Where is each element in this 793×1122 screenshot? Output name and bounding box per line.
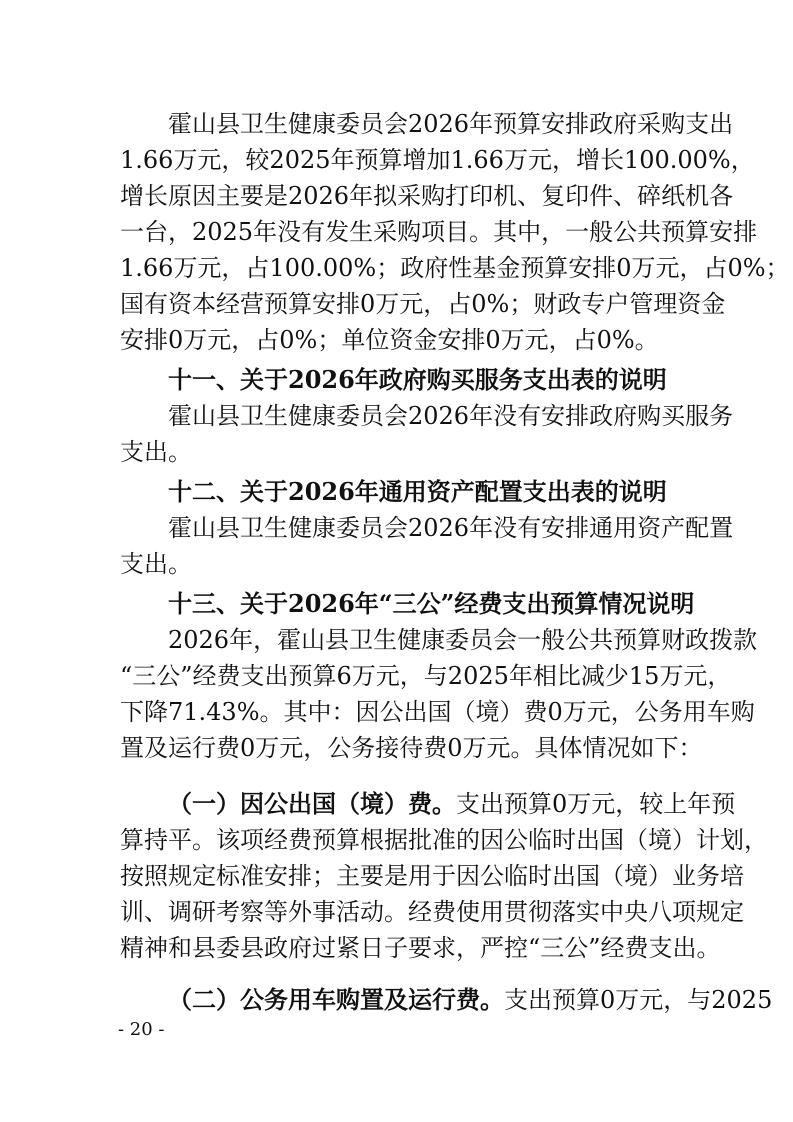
page-number: - 20 - — [118, 1019, 165, 1040]
paragraph-line: 1.66万元，较2025年预算增加1.66万元，增长100.00%， — [120, 146, 755, 174]
subsection-lead-line — [168, 786, 736, 822]
paragraph-line: 按照规定标准安排；主要是用于因公临时出国（境）业务培 — [120, 862, 744, 890]
paragraph-line: 安排0万元，占0%；单位资金安排0万元，占0%。 — [120, 326, 659, 354]
paragraph-line: 1.66万元，占100.00%；政府性基金预算安排0万元，占0%； — [120, 254, 790, 282]
subsection-lead-text: 支出预算0万元，与2025 — [504, 986, 773, 1014]
subsection-title: （二）公务用车购置及运行费。 — [168, 985, 504, 1014]
paragraph-line: 国有资本经营预算安排0万元，占0%；财政专户管理资金 — [120, 290, 726, 318]
section-heading: 十一、关于2026年政府购买服务支出表的说明 — [168, 365, 667, 394]
subsection-title: （一）因公出国（境）费。 — [168, 789, 456, 818]
subsection-lead-text: 支出预算0万元，较上年预 — [456, 790, 736, 818]
paragraph-line: 霍山县卫生健康委员会2026年没有安排政府购买服务 — [168, 402, 734, 430]
section-heading: 十二、关于2026年通用资产配置支出表的说明 — [168, 477, 667, 506]
paragraph-line: 下降71.43%。其中：因公出国（境）费0万元，公务用车购 — [120, 698, 755, 726]
paragraph-line: 支出。 — [120, 438, 192, 466]
paragraph-line: 训、调研考察等外事活动。经费使用贯彻落实中央八项规定 — [120, 898, 744, 926]
paragraph-line: 增长原因主要是2026年拟采购打印机、复印件、碎纸机各 — [120, 182, 734, 210]
subsection-lead-line — [168, 982, 773, 1018]
paragraph-line: 精神和县委县政府过紧日子要求，严控“三公”经费支出。 — [120, 934, 721, 962]
section-heading: 十三、关于2026年“三公”经费支出预算情况说明 — [168, 589, 695, 618]
paragraph-line: 2026年，霍山县卫生健康委员会一般公共预算财政拨款 — [168, 626, 758, 654]
paragraph-line: 霍山县卫生健康委员会2026年预算安排政府采购支出 — [168, 110, 734, 138]
paragraph-line: “三公”经费支出预算6万元，与2025年相比减少15万元， — [120, 662, 732, 690]
paragraph-line: 一台，2025年没有发生采购项目。其中，一般公共预算安排 — [120, 218, 758, 246]
paragraph-line: 霍山县卫生健康委员会2026年没有安排通用资产配置 — [168, 514, 734, 542]
paragraph-line: 置及运行费0万元，公务接待费0万元。具体情况如下： — [120, 734, 703, 762]
paragraph-line: 算持平。该项经费预算根据批准的因公临时出国（境）计划， — [120, 826, 768, 854]
paragraph-line: 支出。 — [120, 550, 192, 578]
